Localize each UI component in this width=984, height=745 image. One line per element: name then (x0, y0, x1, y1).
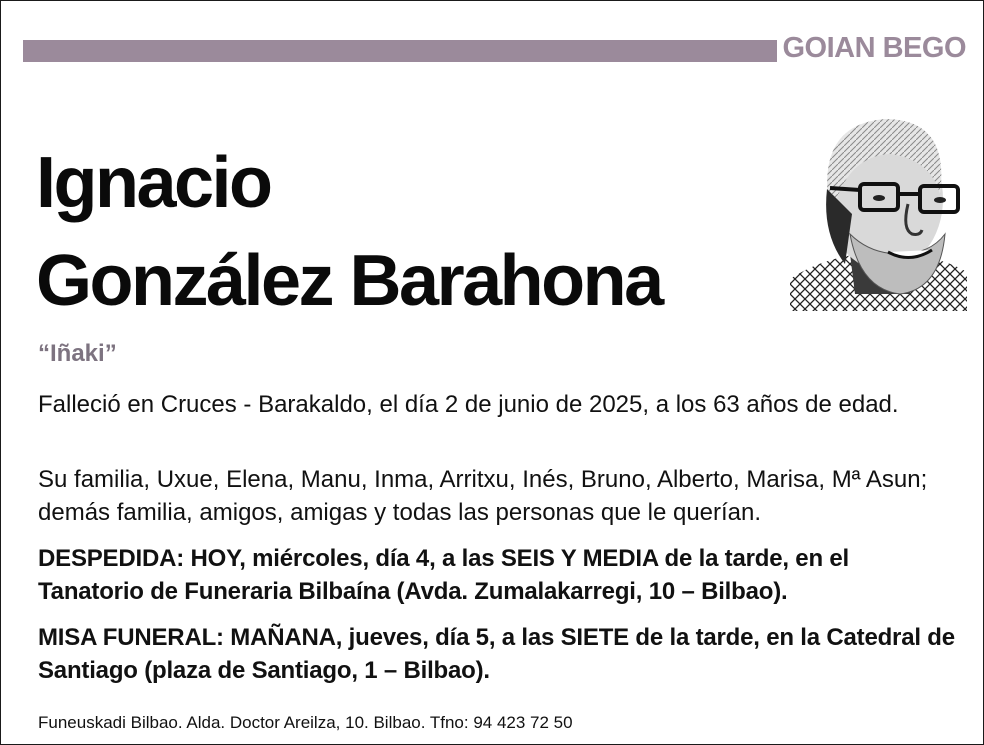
nickname: “Iñaki” (38, 340, 117, 367)
name-line-last: González Barahona (36, 241, 662, 321)
header-bar (23, 40, 777, 62)
deceased-name (36, 134, 776, 330)
death-announcement: Falleció en Cruces - Barakaldo, el día 2 de junio de 2025, a los 63 años de edad. (38, 391, 899, 418)
section-label: GOIAN BEGO (782, 32, 966, 64)
family-list: Su familia, Uxue, Elena, Manu, Inma, Arritxu, Inés, Bruno, Alberto, Marisa, Mª Asun; demás familia, amigos, amigas y todas las personas que le querían. (38, 466, 928, 526)
portrait-photo (790, 104, 967, 311)
funeral-home-footer: Funeuskadi Bilbao. Alda. Doctor Areilza, 10. Bilbao. Tfno: 94 423 72 50 (38, 713, 573, 732)
farewell-details: DESPEDIDA: HOY, miércoles, día 4, a las SEIS Y MEDIA de la tarde, en el Tanatorio de Funeraria Bilbaína (Avda. Zumalakarregi, 10 – Bilbao). (38, 545, 849, 605)
name-line-first: Ignacio (36, 143, 271, 223)
funeral-mass-details: MISA FUNERAL: MAÑANA, jueves, día 5, a las SIETE de la tarde, en la Catedral de Santiago (plaza de Santiago, 1 – Bilbao). (38, 624, 955, 684)
